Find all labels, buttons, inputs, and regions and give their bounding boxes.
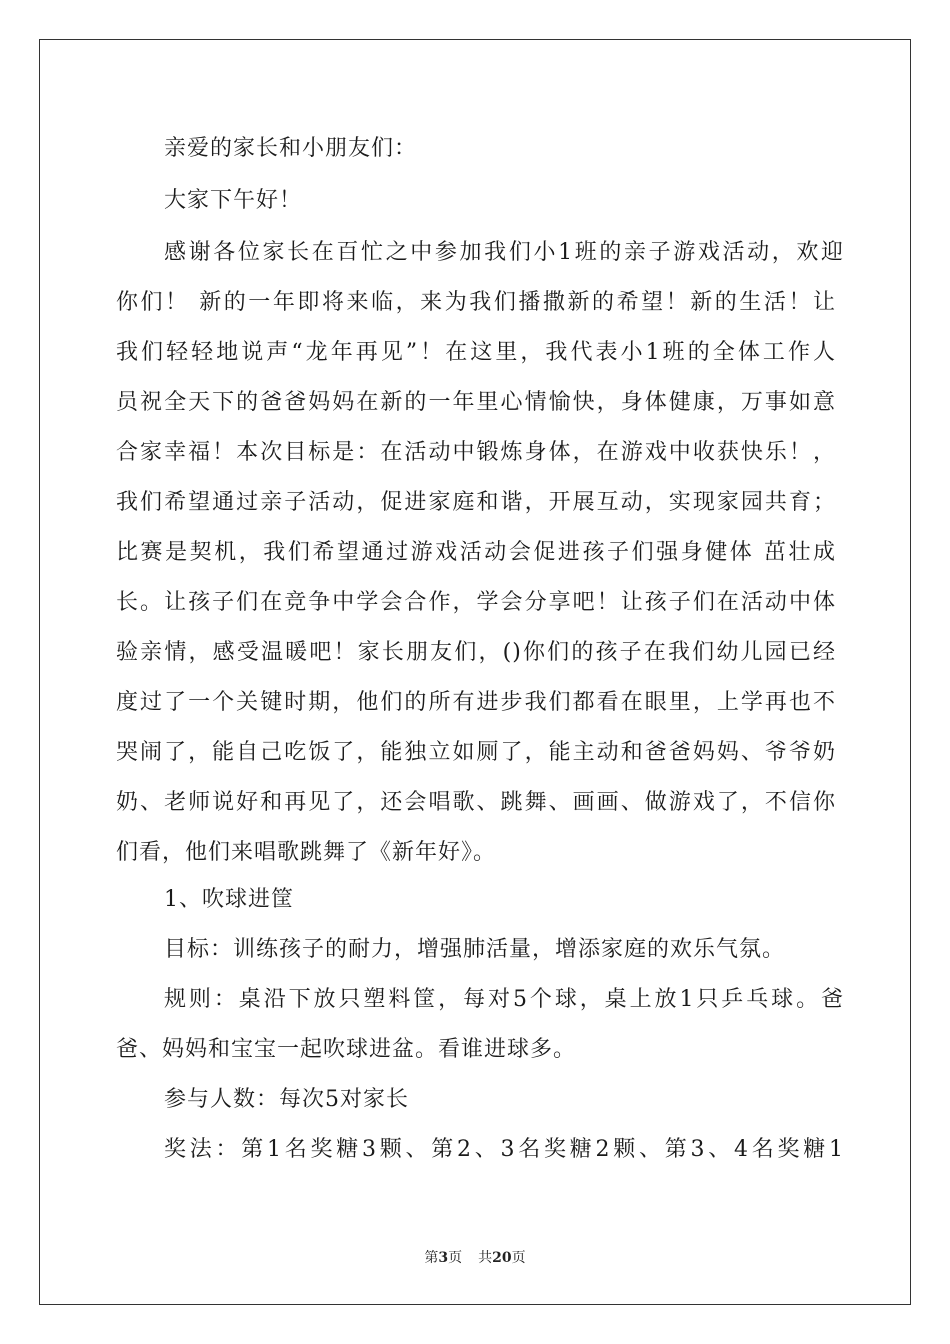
paragraph-line: 你们！ 新的一年即将来临，来为我们播撒新的希望！新的生活！让 [116,290,836,315]
paragraph-line: 验亲情，感受温暖吧！家长朋友们，()你们的孩子在我们幼儿园已经 [116,640,836,665]
participants-line: 参与人数：每次5对家长 [164,1087,409,1112]
rules-line: 规则：桌沿下放只塑料筐，每对5个球，桌上放1只乒乓球。爸 [164,987,844,1012]
total-prefix: 共 [478,1250,493,1266]
paragraph-line: 员祝全天下的爸爸妈妈在新的一年里心情愉快，身体健康，万事如意 [116,390,836,415]
paragraph-line: 感谢各位家长在百忙之中参加我们小1班的亲子游戏活动，欢迎 [164,240,844,265]
paragraph-line: 们看，他们来唱歌跳舞了《新年好》。 [116,840,497,865]
rules-line: 爸、妈妈和宝宝一起吹球进盆。看谁进球多。 [116,1037,577,1062]
paragraph-line: 度过了一个关键时期，他们的所有进步我们都看在眼里，上学再也不 [116,690,836,715]
goal-line: 目标：训练孩子的耐力，增强肺活量，增添家庭的欢乐气氛。 [164,937,786,962]
paragraph-line: 合家幸福！本次目标是：在活动中锻炼身体，在游戏中收获快乐！， [116,440,836,465]
total-suffix: 页 [511,1250,526,1266]
page-footer [0,1248,950,1268]
paragraph-line: 我们希望通过亲子活动，促进家庭和谐，开展互动，实现家园共育； [116,490,836,515]
page-prefix: 第 [424,1250,439,1266]
greeting-line: 大家下午好！ [164,188,303,213]
total-pages: 20 [492,1250,512,1266]
section-heading: 1、吹球进筐 [164,887,294,912]
page-number: 3 [438,1250,449,1266]
paragraph-line: 我们轻轻地说声“龙年再见”！在这里，我代表小1班的全体工作人 [116,340,836,365]
prize-line: 奖法：第1名奖糖3颗、第2、3名奖糖2颗、第3、4名奖糖1 [164,1137,844,1162]
paragraph-line: 长。让孩子们在竞争中学会合作，学会分享吧！让孩子们在活动中体 [116,590,836,615]
paragraph-line: 哭闹了，能自己吃饭了，能独立如厕了，能主动和爸爸妈妈、爷爷奶 [116,740,836,765]
salutation-line: 亲爱的家长和小朋友们： [164,136,418,161]
paragraph-line: 比赛是契机，我们希望通过游戏活动会促进孩子们强身健体 茁壮成 [116,540,836,565]
paragraph-line: 奶、老师说好和再见了，还会唱歌、跳舞、画画、做游戏了，不信你 [116,790,836,815]
page-suffix: 页 [448,1250,463,1266]
page-border [39,39,911,1305]
